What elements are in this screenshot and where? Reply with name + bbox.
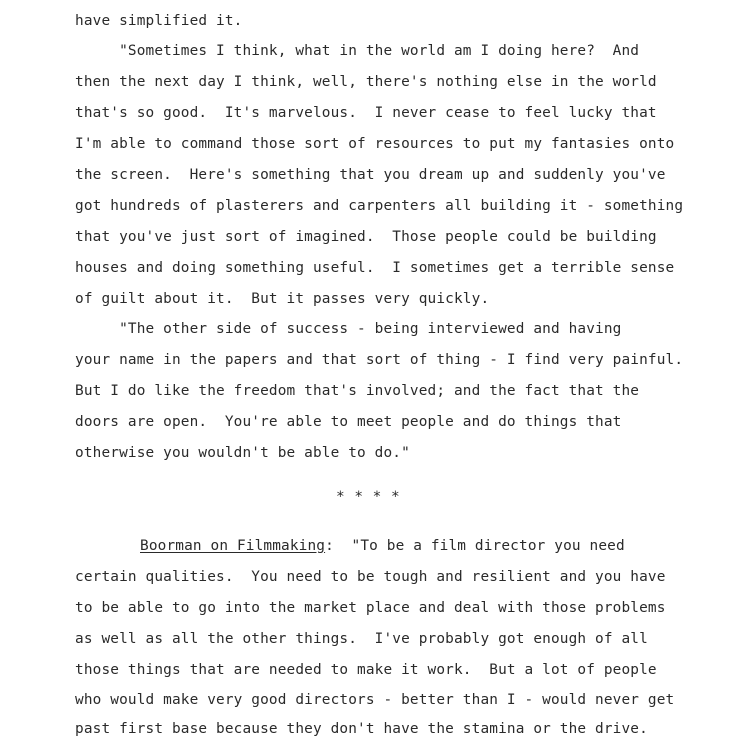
section-first-line-text: : "To be a film director you need [325,538,625,554]
text-line: your name in the papers and that sort of thing - I find very painful. [75,352,684,368]
text-line: "The other side of success - being interviewed and having [75,321,622,337]
text-line: past first base because they don't have the stamina or the drive. [75,721,648,737]
text-line: that you've just sort of imagined. Those people could be building [75,229,657,245]
text-line: "Sometimes I think, what in the world am I doing here? And [75,43,640,59]
section-heading: Boorman on Filmmaking [140,538,326,554]
text-line: I'm able to command those sort of resources to put my fantasies onto [75,136,675,152]
text-line: certain qualities. You need to be tough and resilient and you have [75,569,666,585]
text-line: doors are open. You're able to meet people and do things that [75,414,622,430]
section-separator: * * * * [336,489,401,505]
text-line: those things that are needed to make it work. But a lot of people [75,662,657,678]
text-line: the screen. Here's something that you dream up and suddenly you've [75,167,666,183]
text-line: who would make very good directors - better than I - would never get [75,692,675,708]
text-line: have simplified it. [75,13,243,29]
text-line: as well as all the other things. I've probably got enough of all [75,631,648,647]
text-line: houses and doing something useful. I sometimes get a terrible sense [75,260,675,276]
text-line: that's so good. It's marvelous. I never cease to feel lucky that [75,105,657,121]
text-line: But I do like the freedom that's involved; and the fact that the [75,383,640,399]
text-line: of guilt about it. But it passes very quickly. [75,291,490,307]
section-first-line [140,536,625,556]
text-line: got hundreds of plasterers and carpenters all building it - something [75,198,684,214]
text-line: otherwise you wouldn't be able to do." [75,445,410,461]
text-line: to be able to go into the market place and deal with those problems [75,600,666,616]
text-line: then the next day I think, well, there's nothing else in the world [75,74,657,90]
